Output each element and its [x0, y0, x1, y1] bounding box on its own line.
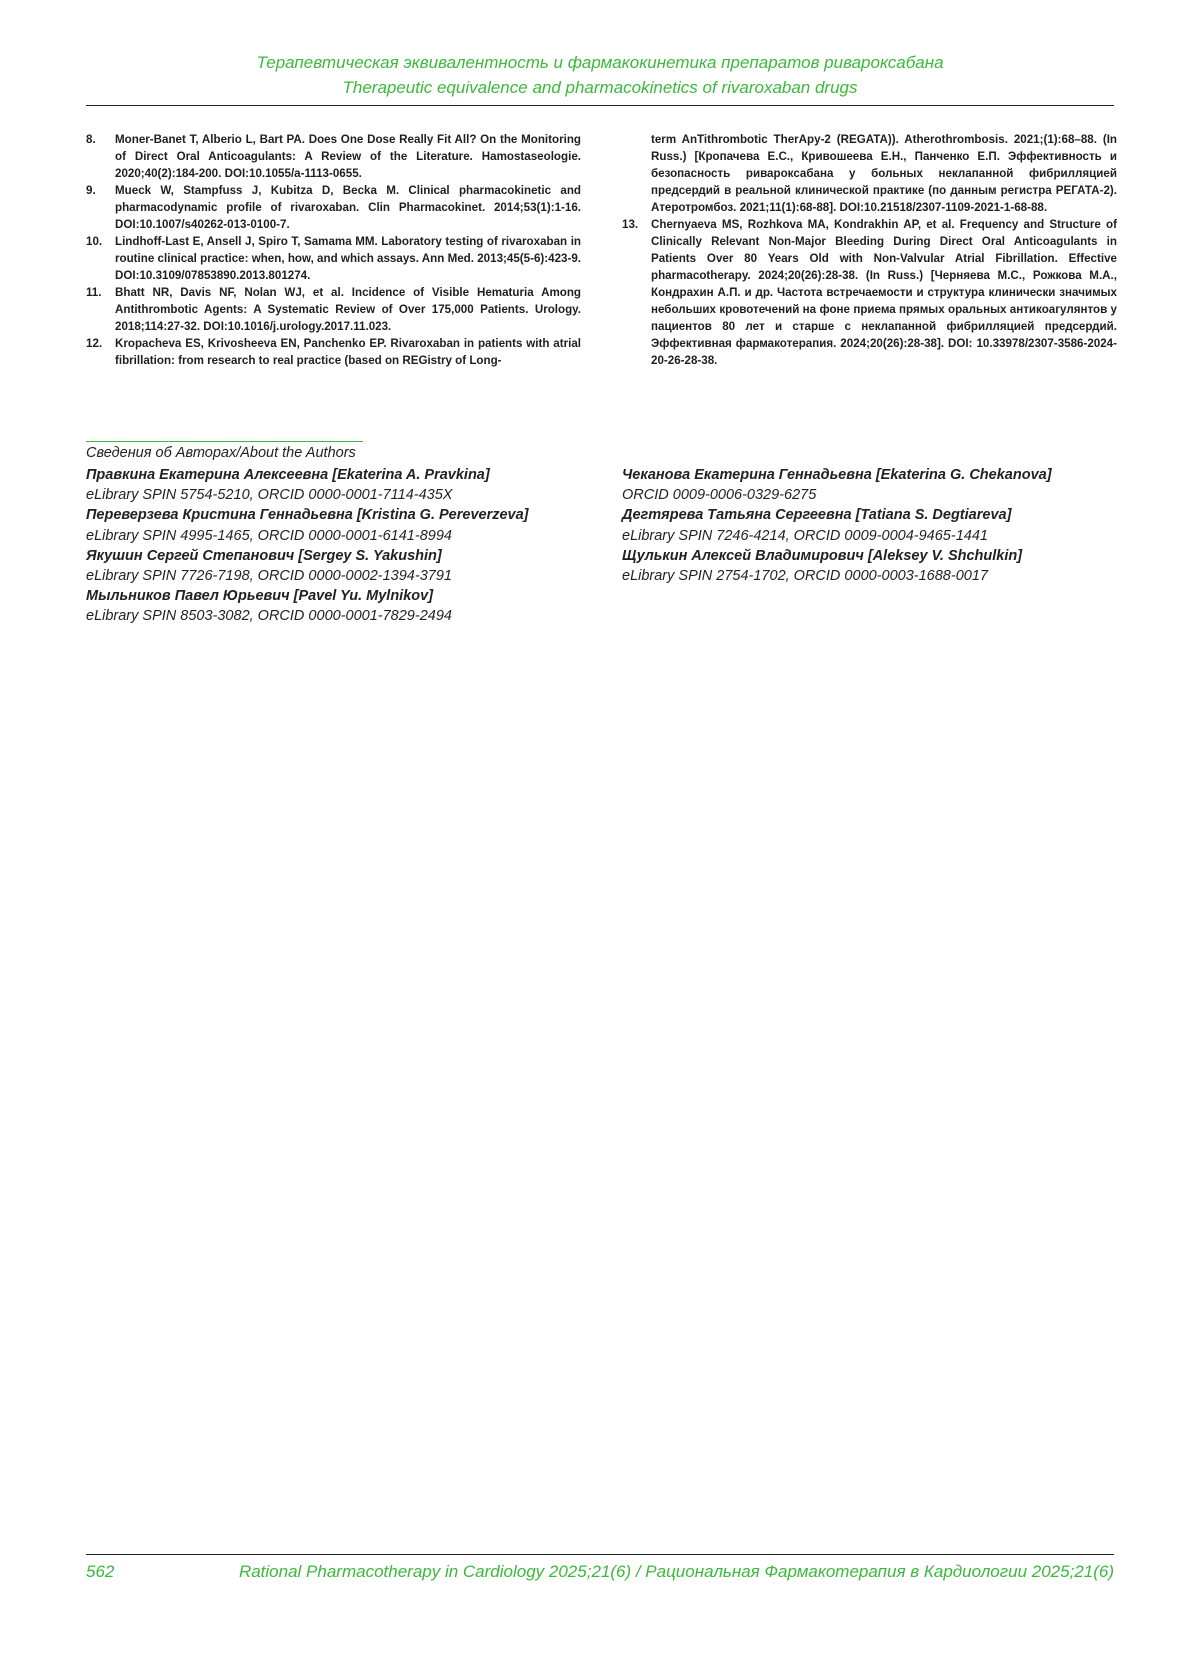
reference-item: [86, 335, 581, 369]
reference-item: [86, 131, 581, 182]
reference-text: Chernyaeva MS, Rozhkova MA, Kondrakhin AP, et al. Frequency and Structure of Clinically Relevant Non-Major Bleeding During Direct Oral Anticoagulants in Patients Over 80 Years Old with Non-Valvular Atrial Fibrillation. Effective pharmacotherapy. 2024;20(26):28-38. (In Russ.) [Черняева М.С., Рожкова М.А., Кондрахин А.П. и др. Частота встречаемости и структура клинически значимых небольших кровотечений на фоне приема прямых оральных антикоагулянтов у пациентов 80 лет и старше с неклапанной фибрилляцией предсердий. Эффективная фармакотерапия. 2024;20(26):28-38]. DOI: 10.33978/2307-3586-2024-20-26-28-38.: [651, 218, 1117, 367]
author-name: Правкина Екатерина Алексеевна [Ekaterina A. Pravkina]: [86, 467, 490, 483]
author-name: Якушин Сергей Степанович [Sergey S. Yakushin]: [86, 547, 442, 564]
reference-text: Moner-Banet T, Alberio L, Bart PA. Does One Dose Really Fit All? On the Monitoring of Direct Oral Anticoagulants: A Review of the Literature. Hamostaseologie. 2020;40(2):184-200. DOI:10.1055/a-1113-0655.: [115, 133, 581, 180]
author-ids: eLibrary SPIN 7246-4214, ORCID 0009-0004-9465-1441: [622, 527, 988, 544]
reference-text: Bhatt NR, Davis NF, Nolan WJ, et al. Incidence of Visible Hematuria Among Antithrombotic Agents: A Systematic Review of Over 175,000 Patients. Urology. 2018;114:27-32. DOI:10.1016/j.urology.2017.11.023.: [115, 286, 581, 333]
authors-left-column: [86, 465, 529, 627]
reference-number: 11.: [86, 286, 102, 299]
reference-number: 8.: [86, 133, 96, 146]
reference-number: 13.: [622, 218, 639, 231]
footer-rule: [86, 1554, 1114, 1555]
author-ids: eLibrary SPIN 4995-1465, ORCID 0000-0001-6141-8994: [86, 527, 452, 544]
reference-text: Lindhoff-Last E, Ansell J, Spiro T, Samama MM. Laboratory testing of rivaroxaban in routine clinical practice: when, how, and which assays. Ann Med. 2013;45(5-6):423-9. DOI:10.3109/07853890.2013.801274.: [115, 235, 581, 282]
reference-item: [86, 182, 581, 233]
author-ids: eLibrary SPIN 8503-3082, ORCID 0000-0001-7829-2494: [86, 608, 452, 625]
author-ids: eLibrary SPIN 7726-7198, ORCID 0000-0002-1394-3791: [86, 568, 452, 585]
author-ids: eLibrary SPIN 2754-1702, ORCID 0000-0003-1688-0017: [622, 568, 988, 585]
author-name: Щулькин Алексей Владимирович [Aleksey V. Shchulkin]: [622, 547, 1023, 564]
header-title-ru: Терапевтическая эквивалентность и фармакокинетика препаратов ривароксабана: [256, 53, 944, 72]
reference-text: Kropacheva ES, Krivosheeva EN, Panchenko EP. Rivaroxaban in patients with atrial fibrillation: from research to real practice (based on REGistry of Long-: [115, 337, 581, 367]
header-rule: [86, 105, 1114, 106]
running-header: [86, 50, 1114, 100]
page-number: 562: [86, 1562, 115, 1581]
reference-number: 12.: [86, 337, 103, 350]
header-title-en: Therapeutic equivalence and pharmacokinetics of rivaroxaban drugs: [342, 78, 858, 97]
reference-item: [86, 233, 581, 284]
reference-number: 9.: [86, 184, 96, 197]
authors-rule: [86, 441, 363, 442]
author-name: Чеканова Екатерина Геннадьевна [Ekaterina G. Chekanova]: [622, 467, 1052, 483]
reference-continuation: term AnTithrombotic TherApy-2 (REGATA)). Atherothrombosis. 2021;(1):68–88. (In Russ.) [Кропачева Е.С., Кривошеева Е.Н., Панченко Е.П. Эффективность и безопасность ривароксабана у больных неклапанной фибрилляцией предсердий в реальной клинической практике (по данным регистра РЕГАТА-2). Атеротромбоз. 2021;11(1):68-88]. DOI:10.21518/2307-1109-2021-1-68-88.: [651, 133, 1117, 214]
author-name: Мыльников Павел Юрьевич [Pavel Yu. Mylnikov]: [86, 588, 434, 605]
author-name: Дегтярева Татьяна Сергеевна [Tatiana S. Degtiareva]: [622, 507, 1012, 524]
author-ids: eLibrary SPIN 5754-5210, ORCID 0000-0001-7114-435X: [86, 487, 453, 504]
reference-text: Mueck W, Stampfuss J, Kubitza D, Becka M. Clinical pharmacokinetic and pharmacodynamic profile of rivaroxaban. Clin Pharmacokinet. 2014;53(1):1-16. DOI:10.1007/s40262-013-0100-7.: [115, 184, 581, 231]
authors-right-column: [622, 465, 1052, 586]
author-name: Переверзева Кристина Геннадьевна [Kristina G. Pereverzeva]: [86, 507, 529, 524]
reference-number: 10.: [86, 235, 103, 248]
references-left-column: [86, 131, 581, 369]
reference-item: [622, 216, 1117, 369]
author-ids: ORCID 0009-0006-0329-6275: [622, 487, 817, 504]
reference-item: [86, 284, 581, 335]
journal-name: Rational Pharmacotherapy in Cardiology 2025;21(6) / Рациональная Фармакотерапия в Кардиологии 2025;21(6): [238, 1562, 1114, 1581]
authors-section-title: Сведения об Авторах/About the Authors: [86, 445, 356, 461]
references-right-column: [622, 131, 1117, 369]
